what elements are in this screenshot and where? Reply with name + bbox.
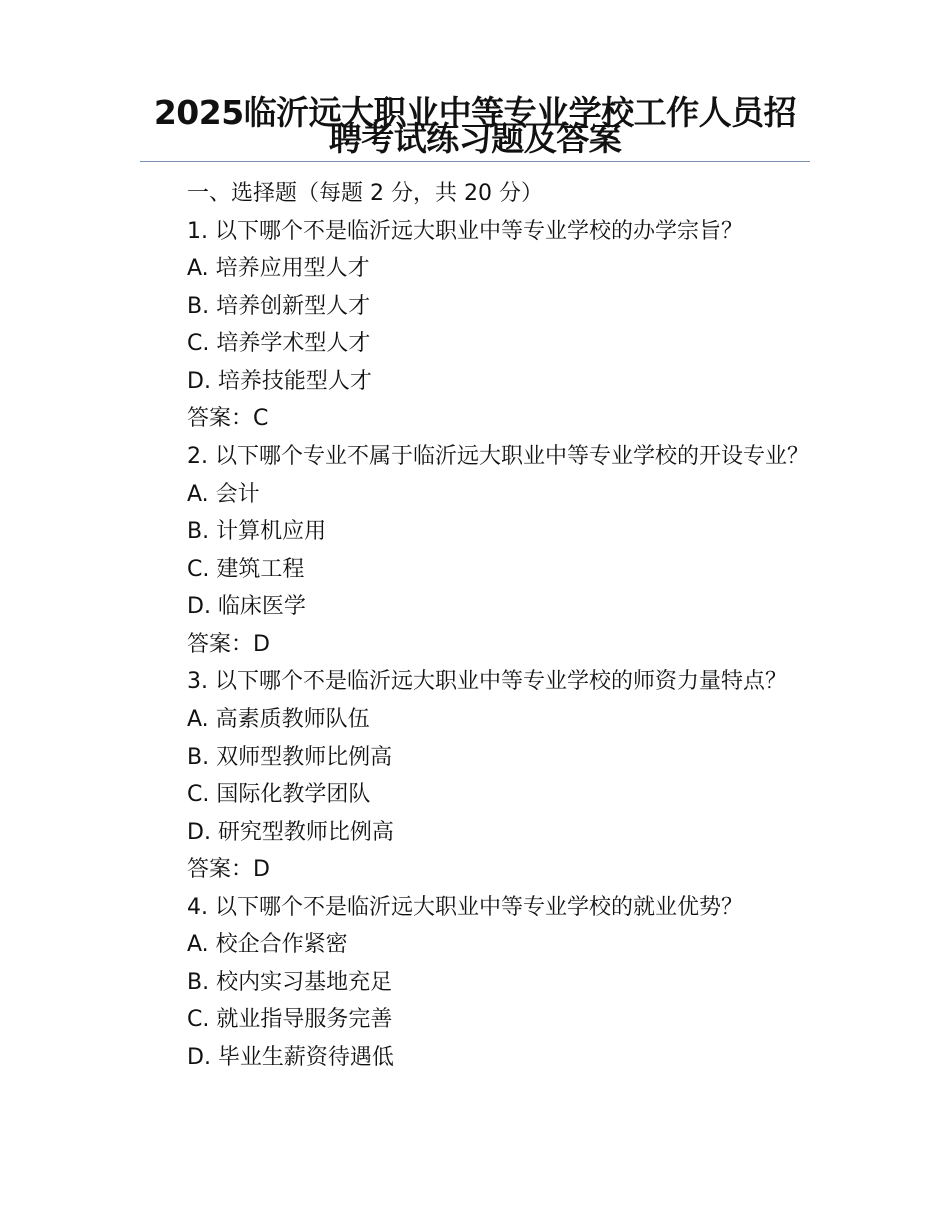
document-body	[140, 175, 812, 1076]
option-d: D. 临床医学	[187, 594, 306, 619]
question-text: 1. 以下哪个不是临沂远大职业中等专业学校的办学宗旨？	[187, 218, 743, 244]
option-a: A. 高素质教师队伍	[187, 707, 370, 732]
option-d: D. 研究型教师比例高	[187, 819, 394, 845]
option-a: A. 会计	[187, 481, 260, 507]
answer-text: 答案：D	[187, 857, 270, 882]
option-a: A. 培养应用型人才	[187, 256, 370, 281]
option-c: C. 国际化教学团队	[187, 782, 371, 807]
section-heading: 一、选择题（每题 2 分，共 20 分）	[187, 181, 543, 206]
answer-text: 答案：D	[187, 631, 270, 657]
option-a: A. 校企合作紧密	[187, 932, 348, 957]
option-b: B. 双师型教师比例高	[187, 744, 393, 770]
option-d: D. 培养技能型人才	[187, 368, 372, 394]
question-text: 3. 以下哪个不是临沂远大职业中等专业学校的师资力量特点？	[187, 669, 787, 694]
option-c: C. 建筑工程	[187, 556, 305, 582]
answer-text: 答案：C	[187, 406, 269, 431]
option-b: B. 计算机应用	[187, 519, 327, 544]
document-title: 2025临沂远大职业中等专业学校工作人员招聘考试练习题及答案	[153, 93, 797, 158]
option-c: C. 培养学术型人才	[187, 331, 371, 356]
option-c: C. 就业指导服务完善	[187, 1007, 393, 1032]
option-b: B. 校内实习基地充足	[187, 969, 393, 995]
option-b: B. 培养创新型人才	[187, 293, 371, 319]
title-divider	[140, 161, 810, 162]
question-text: 2. 以下哪个专业不属于临沂远大职业中等专业学校的开设专业？	[187, 443, 809, 469]
option-d: D. 毕业生薪资待遇低	[187, 1044, 394, 1070]
question-text: 4. 以下哪个不是临沂远大职业中等专业学校的就业优势？	[187, 894, 743, 920]
